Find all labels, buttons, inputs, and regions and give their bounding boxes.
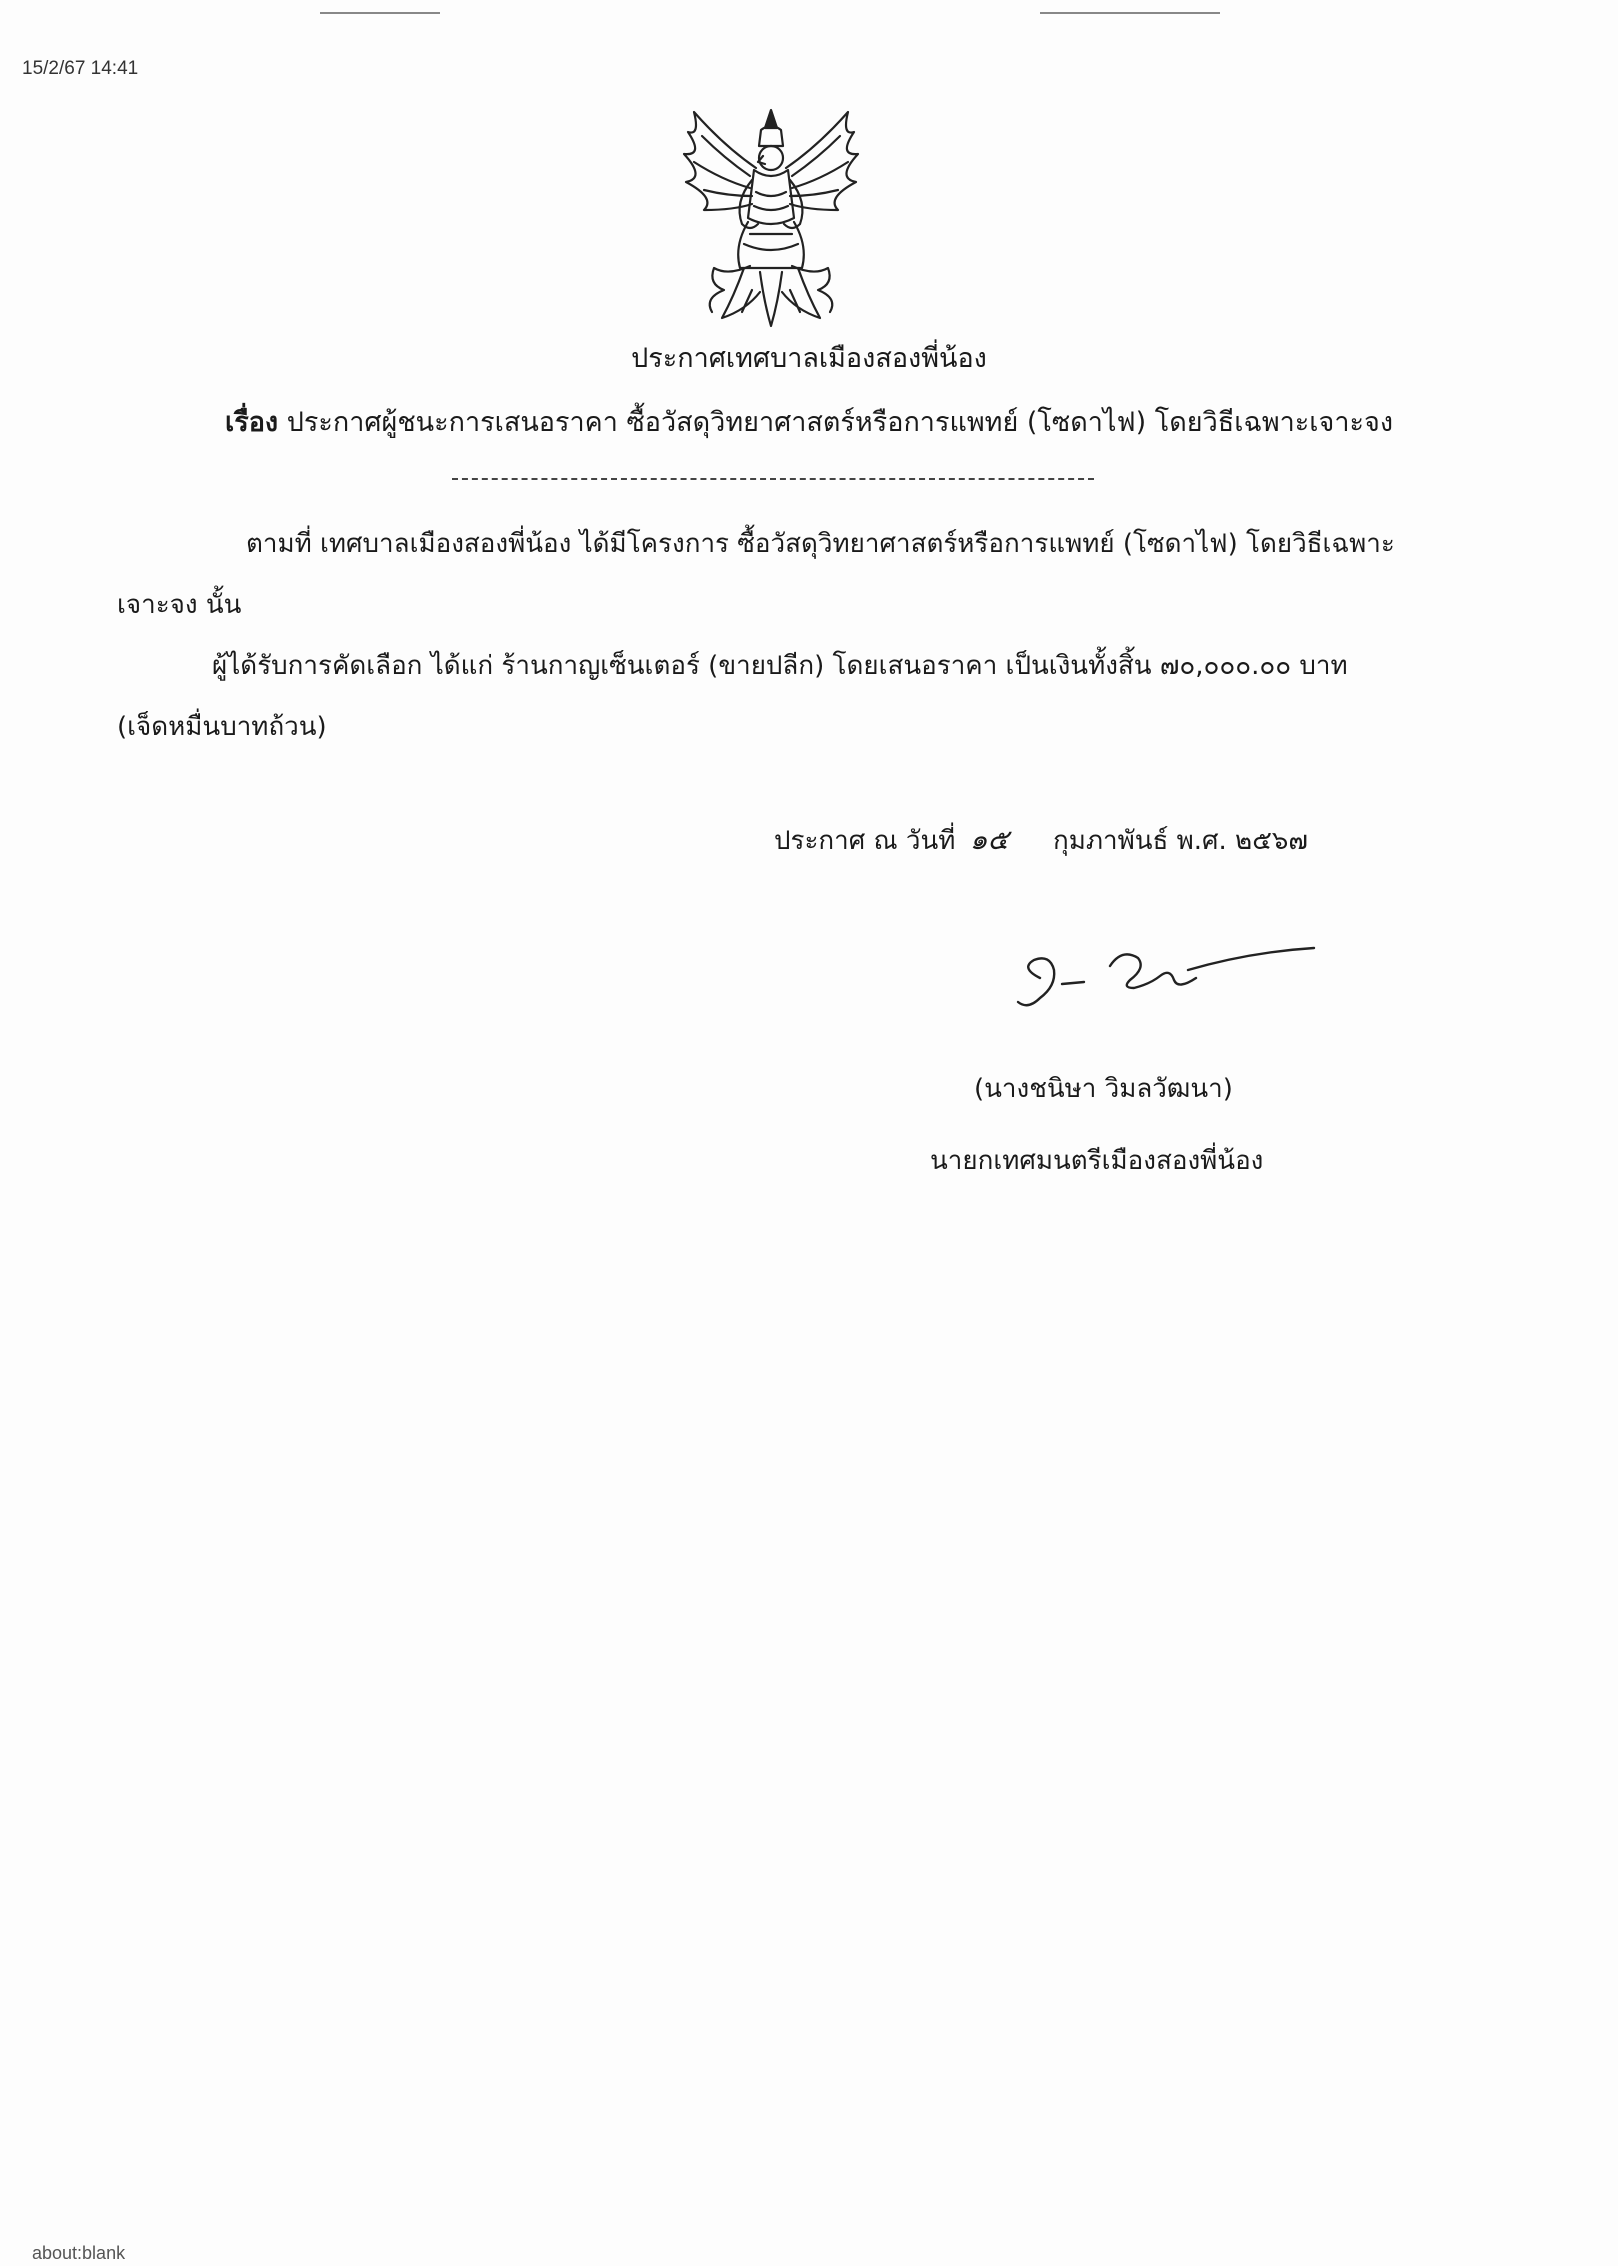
signer-position: นายกเทศมนตรีเมืองสองพี่น้อง [930, 1146, 1264, 1176]
date-prefix: ประกาศ ณ วันที่ [774, 826, 956, 856]
garuda-emblem-icon [664, 106, 878, 332]
paragraph-2-line-2: (เจ็ดหมื่นบาทถ้วน) [117, 712, 327, 742]
scan-artifact-line [320, 12, 440, 14]
section-divider [452, 478, 1094, 480]
paragraph-2-line-1: ผู้ได้รับการคัดเลือก ได้แก่ ร้านกาญเซ็นเตอร์ (ขายปลีก) โดยเสนอราคา เป็นเงินทั้งสิ้น ๗๐,๐๐๐.๐๐ บาท [212, 651, 1348, 681]
scan-artifact-line [1040, 12, 1220, 14]
document-title: ประกาศเทศบาลเมืองสองพี่น้อง [631, 343, 987, 374]
print-timestamp: 15/2/67 14:41 [22, 58, 139, 79]
print-footer-url: about:blank [32, 2243, 126, 2263]
date-month-year: กุมภาพันธ์ พ.ศ. ๒๕๖๗ [1052, 826, 1308, 856]
paragraph-1-line-1: ตามที่ เทศบาลเมืองสองพี่น้อง ได้มีโครงการ ซื้อวัสดุวิทยาศาสตร์หรือการแพทย์ (โซดาไฟ) โดยวิธีเฉพาะ [246, 529, 1395, 559]
signer-name: (นางชนิษา วิมลวัฒนา) [974, 1074, 1233, 1104]
subject-text: ประกาศผู้ชนะการเสนอราคา ซื้อวัสดุวิทยาศาสตร์หรือการแพทย์ (โซดาไฟ) โดยวิธีเฉพาะเจาะจง [286, 407, 1394, 438]
paragraph-1-line-2: เจาะจง นั้น [117, 590, 242, 620]
announcement-date [774, 818, 1308, 862]
date-day-handwritten: ๑๕ [969, 823, 1009, 856]
document-subject [0, 400, 1618, 443]
handwritten-signature-icon [1010, 918, 1330, 1028]
subject-label: เรื่อง [224, 407, 279, 438]
